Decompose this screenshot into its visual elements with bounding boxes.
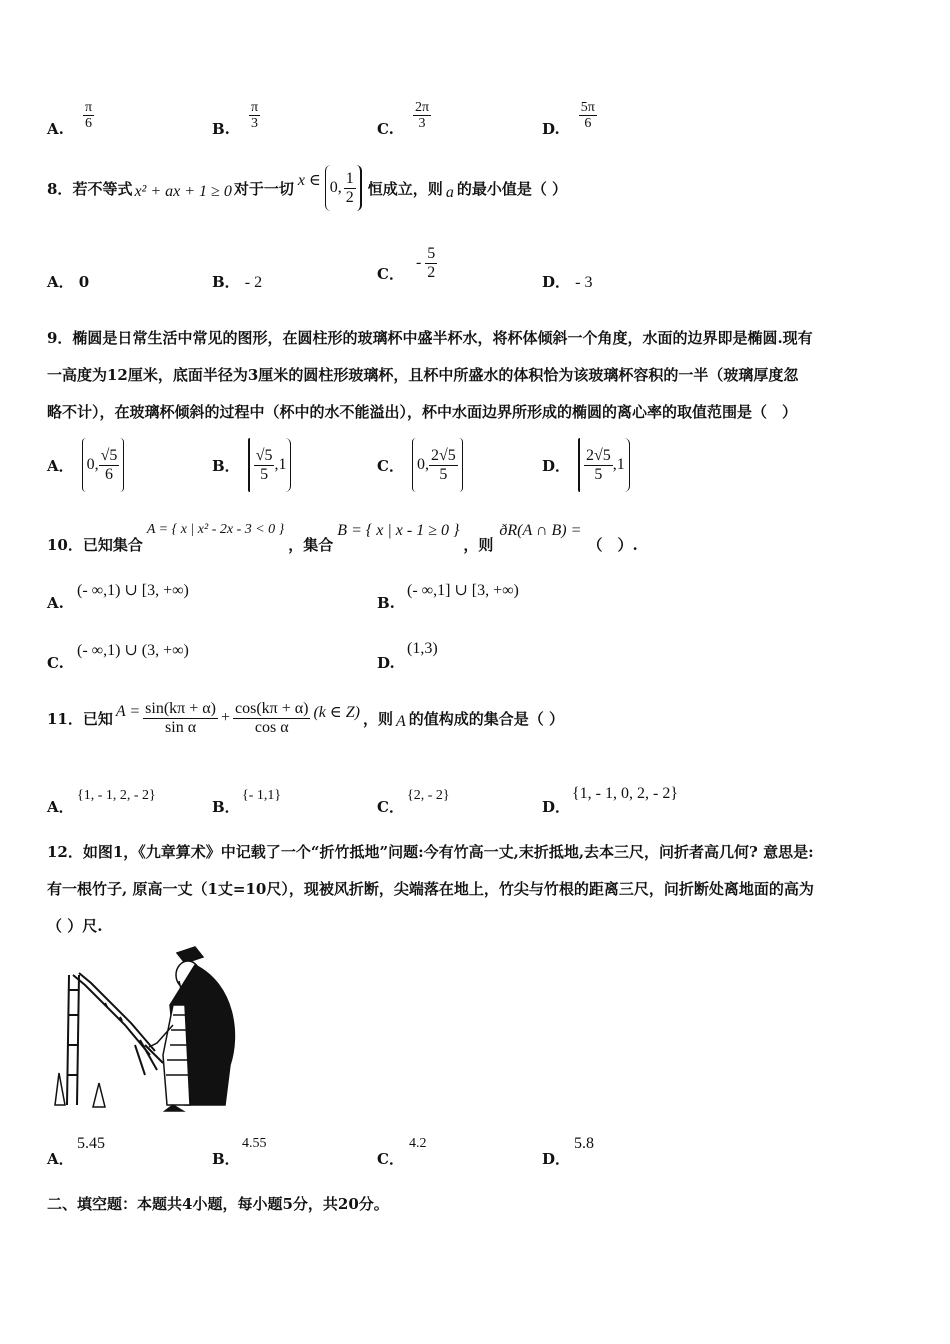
- q10-set-a: A = { x | x² - 2x - 3 < 0 }: [146, 522, 285, 537]
- bamboo-scholar-illustration: [45, 945, 240, 1115]
- q12-stem: 12．如图1，《九章算术》中记载了一个“折竹抵地”问题:今有竹高一丈,末折抵地,去本三尺，问折者高几何? 意思是: 有一根竹子, 原高一丈（1丈=10尺），现被风折断，尖端落在地上，竹尖与竹根的距离三尺，问折断处离地面的高为 （ ）尺.: [47, 843, 814, 935]
- q9-option-c: C． 0, $\frac{2√5}{5}$: [377, 438, 463, 492]
- q9-option-b-interval: $\frac{√5}{5}$ ,1: [248, 438, 292, 492]
- q7-option-a-fraction: $\frac{\pi}{6}$: [84, 100, 93, 132]
- q10-complement: ðR(A ∩ B) =: [499, 522, 582, 539]
- q10-stem: 10．已知集合 A = { x | x² - 2x - 3 < 0 } ，集合 B = { x | x - 1 ≥ 0 } ，则 ðR(A ∩ B) = （ ）.: [47, 522, 638, 554]
- q9-option-c-fraction: $\frac{2√5}{5}$: [430, 446, 456, 483]
- q8-half-fraction: $\frac{1}{2}$: [345, 169, 354, 206]
- q9-stem: 9．椭圆是日常生活中常见的图形，在圆柱形的玻璃杯中盛半杯水，将杯体倾斜一个角度，水面的边界即是椭圆.现有 一高度为12厘米，底面半径为3厘米的圆柱形玻璃杯，且杯中所盛水的体积恰为该玻璃杯容积的一半（玻璃厚度忽 略不计），在玻璃杯倾斜的过程中（杯中的水不能溢出），杯中水面边界所形成的椭圆的离心率的取值范围是（ ）: [47, 329, 813, 421]
- q8-option-c: C． - $\frac{5}{2}$: [377, 245, 436, 283]
- q8-inequality: x² + ax + 1 ≥ 0: [134, 183, 232, 200]
- q9-option-a-fraction: $\frac{√5}{6}$: [100, 446, 118, 483]
- q9-option-a: A． 0, $\frac{√5}{6}$: [47, 438, 124, 492]
- q7-option-b: B. $\frac{\pi}{3}$: [212, 100, 259, 139]
- q7-option-b-fraction: $\frac{\pi}{3}$: [251, 100, 259, 132]
- q9-option-d: D． $\frac{2√5}{5}$ ,1: [542, 438, 630, 492]
- q8-option-a: A． 0: [47, 273, 90, 291]
- bamboo-shoots: [55, 1073, 105, 1107]
- q8-option-d: D． - 3: [542, 273, 593, 291]
- q9-option-b: B． $\frac{√5}{5}$ ,1: [212, 438, 291, 492]
- scholar-figure: [149, 947, 234, 1111]
- q9-option-d-fraction: $\frac{2√5}{5}$: [586, 446, 611, 483]
- q8-option-c-fraction: $\frac{5}{2}$: [427, 245, 436, 281]
- q7-option-d: D. $\frac{5\pi}{6}$: [542, 100, 595, 139]
- q9-option-d-interval: $\frac{2√5}{5}$ ,1: [578, 438, 630, 492]
- q11-stem: 11．已知 A = $\frac{\sin(k\pi + \alpha)}{\text{sin α}}$ + $\frac{\cos(k\pi + \alpha)}{\text{cos α}}$ (k ∈ Z) ，则 A 的值构成的集合是（ ）: [47, 700, 564, 736]
- bamboo-stalk: [67, 973, 163, 1105]
- q8-option-b: B． - 2: [212, 273, 263, 291]
- q9-option-a-interval: 0, $\frac{√5}{6}$: [82, 438, 125, 492]
- q11-sin-fraction: $\frac{\sin(k\pi + \alpha)}{\text{sin α}}$: [145, 700, 216, 736]
- q9-option-c-interval: 0, $\frac{2√5}{5}$: [412, 438, 463, 492]
- section-2-heading: 二、填空题：本题共4小题，每小题5分，共20分。: [47, 1195, 389, 1213]
- q10-set-b: B = { x | x - 1 ≥ 0 }: [337, 522, 460, 539]
- q7-option-d-fraction: $\frac{5\pi}{6}$: [580, 100, 595, 132]
- q9-option-b-fraction: $\frac{√5}{5}$: [255, 446, 273, 483]
- q8-interval: 0, $\frac{1}{2}$: [325, 165, 362, 211]
- q7-option-c-fraction: $\frac{2\pi}{3}$: [415, 100, 430, 132]
- q7-option-c: C. $\frac{2\pi}{3}$: [377, 100, 430, 139]
- q8-x-in: x ∈: [297, 172, 321, 189]
- q8-stem: 8． 若不等式 x² + ax + 1 ≥ 0 对于一切 x ∈ 0, $\frac{1}{2}$ 恒成立，则 a 的最小值是（ ）: [47, 165, 567, 211]
- q11-cos-fraction: $\frac{\cos(k\pi + \alpha)}{\text{cos α}}$: [235, 700, 309, 736]
- q7-option-a: A. $\frac{\pi}{6}$: [47, 100, 93, 139]
- q8-var-a: a: [445, 184, 454, 201]
